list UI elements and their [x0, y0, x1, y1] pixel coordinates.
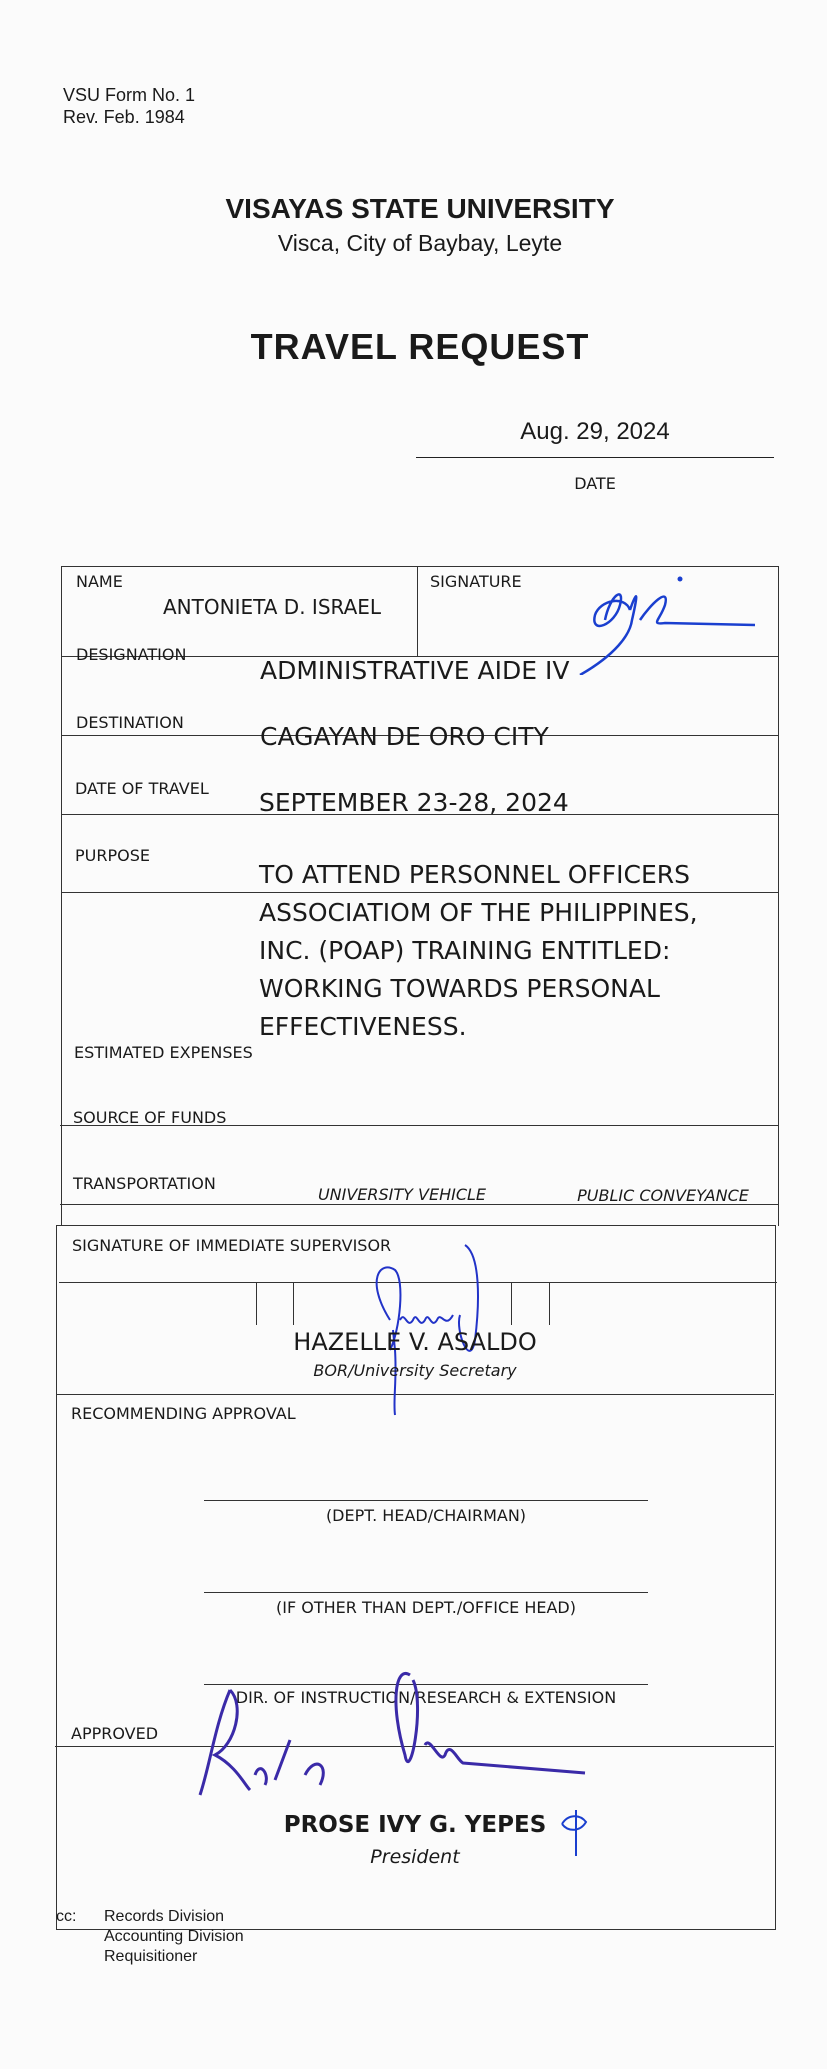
supervisor-name: HAZELLE V. ASALDO — [293, 1328, 537, 1356]
signature-label: SIGNATURE — [430, 572, 522, 591]
cc-label: cc: — [56, 1908, 77, 1925]
row-divider — [59, 1282, 777, 1283]
form-no-text: VSU Form No. 1 — [63, 85, 196, 105]
transportation-label: TRANSPORTATION — [73, 1174, 216, 1193]
dept-head-label: (DEPT. HEAD/CHAIRMAN) — [325, 1506, 527, 1525]
estimated-expenses-label: ESTIMATED EXPENSES — [74, 1043, 253, 1062]
col-divider — [417, 566, 418, 656]
destination-label: DESTINATION — [76, 713, 184, 732]
university-name: VISAYAS STATE UNIVERSITY — [225, 193, 615, 224]
date-label: DATE — [574, 474, 616, 493]
recommending-approval-label: RECOMMENDING APPROVAL — [71, 1404, 296, 1423]
date-of-travel-value: SEPTEMBER 23-28, 2024 — [259, 788, 569, 817]
date-value: Aug. 29, 2024 — [520, 418, 670, 445]
university-address: Visca, City of Baybay, Leyte — [277, 230, 563, 256]
purpose-label: PURPOSE — [75, 846, 150, 865]
dept-head-signature-line — [204, 1500, 648, 1501]
purpose-line: ASSOCIATIOM OF THE PHILIPPINES, — [259, 898, 698, 927]
other-head-label: (IF OTHER THAN DEPT./OFFICE HEAD) — [276, 1598, 576, 1617]
cc-list — [104, 1907, 244, 1967]
purpose-line: WORKING TOWARDS PERSONAL — [259, 974, 660, 1003]
purpose-value — [259, 856, 698, 1046]
row-divider — [55, 1746, 774, 1747]
col-divider — [511, 1282, 512, 1325]
supervisor-label: SIGNATURE OF IMMEDIATE SUPERVISOR — [72, 1236, 392, 1255]
cc-recipient: Requisitioner — [104, 1948, 198, 1965]
col-divider — [293, 1282, 294, 1325]
source-of-funds-label: SOURCE OF FUNDS — [73, 1108, 227, 1127]
approved-label: APPROVED — [71, 1724, 159, 1743]
row-divider — [57, 1225, 775, 1226]
designation-value: ADMINISTRATIVE AIDE IV — [260, 656, 570, 685]
purpose-line: TO ATTEND PERSONNEL OFFICERS — [259, 860, 691, 889]
university-vehicle-checkbox[interactable] — [257, 1168, 292, 1224]
row-divider — [56, 1394, 774, 1395]
destination-value: CAGAYAN DE ORO CITY — [260, 722, 549, 751]
document-title: TRAVEL REQUEST — [250, 326, 590, 367]
public-conveyance-label: PUBLIC CONVEYANCE — [577, 1186, 749, 1205]
col-divider — [549, 1282, 550, 1325]
director-label: DIR. OF INSTRUCTION/RESEARCH & EXTENSION — [235, 1688, 617, 1707]
cc-recipient: Accounting Division — [104, 1928, 244, 1945]
director-signature-line — [204, 1684, 648, 1685]
col-divider — [256, 1282, 257, 1325]
purpose-line: EFFECTIVENESS. — [259, 1012, 467, 1041]
cc-recipient: Records Division — [104, 1908, 225, 1925]
name-value: ANTONIETA D. ISRAEL — [163, 595, 382, 619]
date-of-travel-label: DATE OF TRAVEL — [75, 779, 209, 798]
purpose-line: INC. (POAP) TRAINING ENTITLED: — [259, 936, 671, 965]
president-name: PROSE IVY G. YEPES — [283, 1812, 547, 1838]
form-number — [63, 84, 195, 128]
designation-label: DESIGNATION — [76, 645, 187, 664]
revision-text: Rev. Feb. 1984 — [63, 107, 185, 127]
public-conveyance-checkbox[interactable] — [512, 1168, 548, 1224]
supervisor-title: BOR/University Secretary — [313, 1361, 517, 1380]
name-label: NAME — [76, 572, 123, 591]
university-vehicle-label: UNIVERSITY VEHICLE — [317, 1185, 487, 1204]
other-head-signature-line — [204, 1592, 648, 1593]
president-title: President — [370, 1846, 460, 1868]
date-line — [416, 457, 774, 458]
